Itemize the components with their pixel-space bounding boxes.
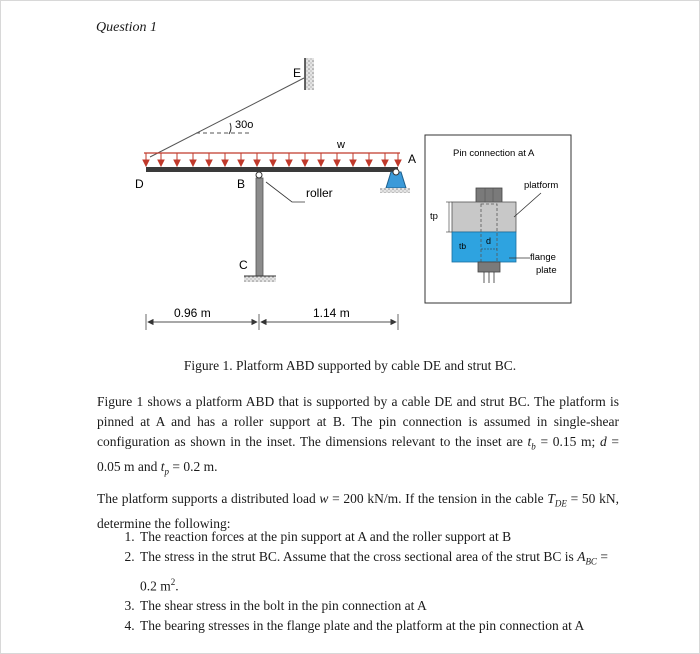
label-angle: 30o [235, 119, 254, 131]
paragraph-load: The platform supports a distributed load w = 200 kN/m. If the tension in the cable $T_{DE} = 50$ kN, determine the following: [97, 491, 619, 531]
distributed-load-arrows [143, 153, 401, 166]
inset-label-plate: plate [536, 265, 557, 276]
inset-label-tp: tp [430, 211, 438, 222]
label-roller: roller [306, 186, 333, 200]
roller-b [256, 172, 262, 178]
task-list [115, 527, 628, 636]
label-b: B [237, 177, 246, 191]
question-title: Question 1 [96, 20, 158, 35]
bolt-nut [478, 262, 500, 272]
task-item: 3. The shear stress in the bolt in the pin connection at A [138, 596, 628, 616]
inset-label-tb: tb [459, 241, 467, 251]
label-dim-left: 0.96 m [174, 306, 211, 320]
paragraph-description: Figure 1 shows a platform ABD that is supported by a cable DE and strut BC. The platform is pinned at A and has a roller support at B. The pin connection is assumed in single-shear configuration as shown in the inset. The dimensions relevant to the inset are $t_b = 0.15$ m; d = 0.05 m and $t_p = 0.2$ m. [97, 394, 620, 477]
label-dim-right: 1.14 m [313, 306, 350, 320]
inset-title: Pin connection at A [453, 148, 535, 159]
inset-label-d: d [486, 236, 492, 246]
figure-caption: Figure 1. Platform ABD supported by cable DE and strut BC. [183, 358, 517, 373]
label-c: C [239, 258, 248, 272]
wall-support-e [305, 58, 314, 90]
task-item: 2. The stress in the strut BC. Assume that the cross sectional area of the strut BC is $A_{BC} = 0.2$ $m^2$. [138, 547, 628, 596]
label-w: w [337, 139, 345, 151]
inset-label-platform: platform [524, 180, 559, 191]
inset-label-flange: flange [530, 252, 556, 263]
label-e: E [293, 66, 302, 80]
label-d: D [135, 177, 144, 191]
ground-c [244, 276, 276, 282]
task-item: 4. The bearing stresses in the flange plate and the platform at the pin connection at A [138, 616, 628, 636]
platform-beam [146, 167, 398, 172]
strut-bc [256, 178, 263, 276]
inset-platform-plate [452, 202, 516, 232]
cable-de [150, 78, 304, 157]
label-a: A [408, 152, 417, 166]
task-item: 1. The reaction forces at the pin support at A and the roller support at B [138, 527, 628, 547]
